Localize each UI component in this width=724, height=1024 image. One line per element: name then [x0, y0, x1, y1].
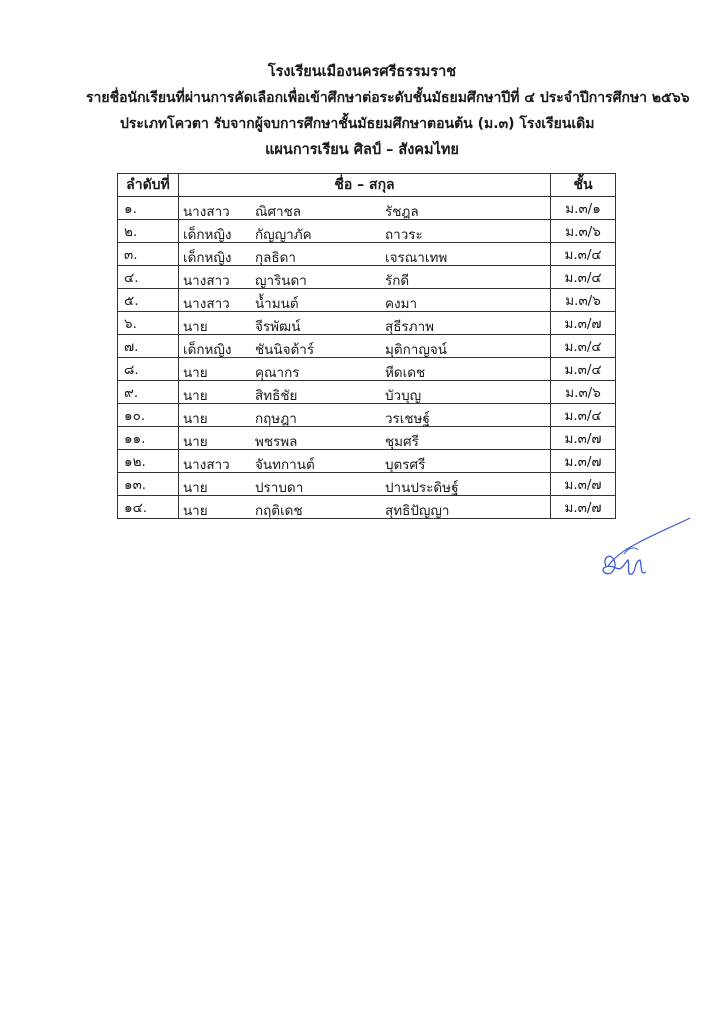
row-title: เด็กหญิง	[182, 342, 232, 358]
row-number: ๕.	[118, 289, 179, 312]
row-title: นาย	[182, 434, 208, 450]
row-name-cell	[178, 289, 550, 312]
row-number: ๑๒.	[118, 450, 179, 473]
row-number: ๖.	[118, 312, 179, 335]
row-class: ม.๓/๔	[551, 335, 616, 358]
row-class: ม.๓/๔	[551, 243, 616, 266]
row-title: นาย	[182, 480, 208, 496]
row-class: ม.๓/๖	[551, 220, 616, 243]
table-row	[118, 289, 616, 312]
table-row	[118, 427, 616, 450]
column-header-name: ชื่อ – สกุล	[178, 174, 550, 197]
row-class: ม.๓/๗	[551, 496, 616, 519]
row-name-cell	[178, 220, 550, 243]
row-name-cell	[178, 427, 550, 450]
table-row	[118, 335, 616, 358]
row-first-name: ชันนิจต้าร์	[254, 342, 315, 358]
row-first-name: คุณากร	[254, 365, 300, 381]
row-class: ม.๓/๗	[551, 312, 616, 335]
row-name-cell	[178, 358, 550, 381]
table-header-row	[118, 174, 616, 197]
row-number: ๙.	[118, 381, 179, 404]
school-name: โรงเรียนเมืองนครศรีธรรมราช	[267, 64, 457, 80]
row-last-name: ชุมศรี	[384, 434, 419, 450]
row-name-cell	[178, 404, 550, 427]
row-number: ๑๔.	[118, 496, 179, 519]
row-last-name: รัชฎล	[384, 204, 419, 220]
row-number: ๑.	[118, 197, 179, 220]
row-last-name: มุติกาญจน์	[384, 342, 448, 358]
row-last-name: เจรณาเทพ	[384, 250, 448, 266]
row-class: ม.๓/๖	[551, 289, 616, 312]
row-name-cell	[178, 496, 550, 519]
row-class: ม.๓/๗	[551, 473, 616, 496]
row-title: นางสาว	[182, 273, 230, 289]
row-name-cell	[178, 243, 550, 266]
table-body	[118, 197, 616, 519]
row-class: ม.๓/๗	[551, 427, 616, 450]
row-title: นางสาว	[182, 204, 230, 220]
row-first-name: กฤษฎา	[254, 411, 297, 427]
row-name-cell	[178, 197, 550, 220]
row-first-name: พชรพล	[254, 434, 298, 450]
table-row	[118, 197, 616, 220]
row-number: ๑๐.	[118, 404, 179, 427]
row-last-name: สุธีรภาพ	[384, 319, 435, 335]
table-row	[118, 496, 616, 519]
row-number: ๓.	[118, 243, 179, 266]
announcement-title: รายชื่อนักเรียนที่ผ่านการคัดเลือกเพื่อเข้าศึกษาต่อระดับชั้นมัธยมศึกษาปีที่ ๔ ประจำปีการศึกษา ๒๕๖๖	[86, 90, 690, 106]
row-last-name: ถาวระ	[384, 227, 423, 243]
row-title: นาย	[182, 411, 208, 427]
row-title: นางสาว	[182, 296, 230, 312]
row-class: ม.๓/๖	[551, 381, 616, 404]
row-name-cell	[178, 312, 550, 335]
row-title: นาย	[182, 503, 208, 519]
table-row	[118, 358, 616, 381]
table-row	[118, 312, 616, 335]
row-last-name: รักดี	[384, 273, 410, 289]
row-number: ๗.	[118, 335, 179, 358]
row-title: เด็กหญิง	[182, 250, 232, 266]
row-first-name: ณิศาชล	[254, 204, 302, 220]
row-title: นาย	[182, 365, 208, 381]
row-first-name: กัญญาภัค	[254, 227, 312, 243]
row-last-name: บัวบุญ	[384, 388, 422, 404]
student-table	[117, 173, 616, 519]
row-class: ม.๓/๗	[551, 450, 616, 473]
row-last-name: คงมา	[384, 296, 418, 312]
table-row	[118, 243, 616, 266]
row-number: ๔.	[118, 266, 179, 289]
table-row	[118, 220, 616, 243]
row-title: นางสาว	[182, 457, 230, 473]
row-number: ๒.	[118, 220, 179, 243]
row-first-name: สิทธิชัย	[254, 388, 298, 404]
row-name-cell	[178, 473, 550, 496]
row-number: ๑๑.	[118, 427, 179, 450]
row-number: ๑๓.	[118, 473, 179, 496]
row-first-name: ปราบดา	[254, 480, 304, 496]
table-row	[118, 266, 616, 289]
row-last-name: ปานประดิษฐ์	[384, 480, 459, 496]
row-name-cell	[178, 335, 550, 358]
row-last-name: หีดเดช	[384, 365, 426, 381]
column-header-no: ลำดับที่	[118, 174, 179, 197]
row-first-name: กุลธิดา	[254, 250, 296, 266]
row-name-cell	[178, 450, 550, 473]
row-class: ม.๓/๑	[551, 197, 616, 220]
row-name-cell	[178, 266, 550, 289]
row-title: นาย	[182, 319, 208, 335]
table-row	[118, 381, 616, 404]
row-class: ม.๓/๔	[551, 358, 616, 381]
row-first-name: น้ำมนต์	[254, 296, 299, 312]
row-class: ม.๓/๔	[551, 404, 616, 427]
row-first-name: กฤติเดช	[254, 503, 303, 519]
row-first-name: จีรพัฒน์	[254, 319, 301, 335]
row-title: นาย	[182, 388, 208, 404]
study-plan: แผนการเรียน ศิลป์ – สังคมไทย	[265, 142, 459, 158]
row-title: เด็กหญิง	[182, 227, 232, 243]
table-row	[118, 450, 616, 473]
row-class: ม.๓/๔	[551, 266, 616, 289]
column-header-class: ชั้น	[551, 174, 616, 197]
row-number: ๘.	[118, 358, 179, 381]
row-last-name: บุตรศรี	[384, 457, 426, 473]
row-last-name: สุทธิปัญญา	[384, 503, 450, 519]
row-name-cell	[178, 381, 550, 404]
signature	[594, 510, 694, 590]
table-row	[118, 404, 616, 427]
quota-type: ประเภทโควตา รับจากผู้จบการศึกษาชั้นมัธยมศึกษาตอนต้น (ม.๓) โรงเรียนเดิม	[120, 116, 595, 132]
row-first-name: ญารินดา	[254, 273, 307, 289]
row-last-name: วรเชษฐ์	[384, 411, 430, 427]
table-row	[118, 473, 616, 496]
row-first-name: จันทกานต์	[254, 457, 315, 473]
